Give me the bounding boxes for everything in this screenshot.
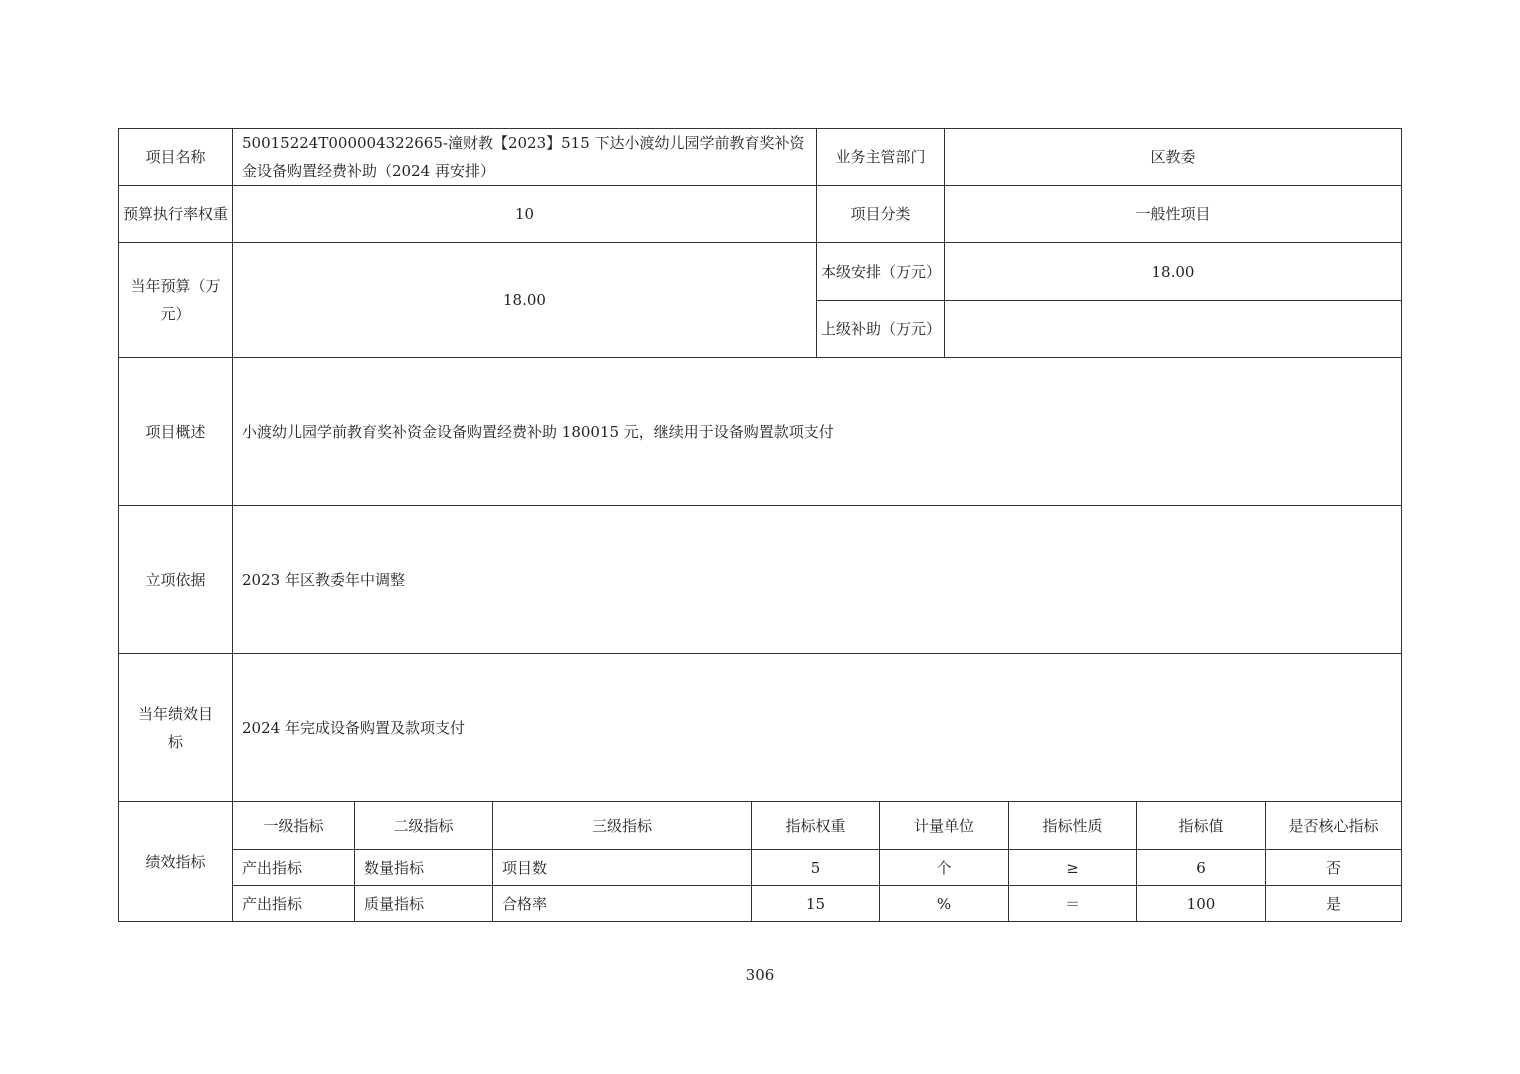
perf-header-nature: 指标性质 <box>1008 801 1137 850</box>
perf-row1-level2: 数量指标 <box>354 849 493 886</box>
perf-header-unit: 计量单位 <box>879 801 1009 850</box>
category-label: 项目分类 <box>816 185 945 243</box>
goal-label: 当年绩效目标 <box>118 653 233 802</box>
perf-row2-level1: 产出指标 <box>232 885 355 922</box>
project-name-value: 50015224T000004322665-潼财教【2023】515 下达小渡幼儿园学前教育奖补资金设备购置经费补助（2024 再安排） <box>232 128 817 186</box>
perf-row2-core: 是 <box>1265 885 1402 922</box>
overview-value: 小渡幼儿园学前教育奖补资金设备购置经费补助 180015 元，继续用于设备购置款项支付 <box>232 357 1402 506</box>
perf-row2-nature: ＝ <box>1008 885 1137 922</box>
overview-label: 项目概述 <box>118 357 233 506</box>
perf-header-level3: 三级指标 <box>492 801 752 850</box>
local-arrangement-label: 本级安排（万元） <box>816 242 945 301</box>
perf-header-value: 指标值 <box>1136 801 1266 850</box>
perf-header-core: 是否核心指标 <box>1265 801 1402 850</box>
goal-value: 2024 年完成设备购置及款项支付 <box>232 653 1402 802</box>
perf-label: 绩效指标 <box>118 801 233 922</box>
local-arrangement-value: 18.00 <box>944 242 1402 301</box>
budget-label: 当年预算（万元） <box>118 242 233 358</box>
perf-row1-nature: ≥ <box>1008 849 1137 886</box>
perf-row1-level1: 产出指标 <box>232 849 355 886</box>
project-name-label: 项目名称 <box>118 128 233 186</box>
basis-value: 2023 年区教委年中调整 <box>232 505 1402 654</box>
dept-label: 业务主管部门 <box>816 128 945 186</box>
weight-value: 10 <box>232 185 817 243</box>
dept-value: 区教委 <box>944 128 1402 186</box>
weight-label: 预算执行率权重 <box>118 185 233 243</box>
perf-row2-value: 100 <box>1136 885 1266 922</box>
perf-row2-level2: 质量指标 <box>354 885 493 922</box>
perf-header-level2: 二级指标 <box>354 801 493 850</box>
project-performance-form <box>118 128 1402 922</box>
page-number: 306 <box>745 966 775 984</box>
category-value: 一般性项目 <box>944 185 1402 243</box>
perf-row1-unit: 个 <box>879 849 1009 886</box>
superior-subsidy-label: 上级补助（万元） <box>816 300 945 358</box>
perf-header-weight: 指标权重 <box>751 801 880 850</box>
perf-row1-core: 否 <box>1265 849 1402 886</box>
perf-row2-level3: 合格率 <box>492 885 752 922</box>
budget-value: 18.00 <box>232 242 817 358</box>
perf-row1-value: 6 <box>1136 849 1266 886</box>
perf-header-level1: 一级指标 <box>232 801 355 850</box>
superior-subsidy-value <box>944 300 1402 358</box>
perf-row2-weight: 15 <box>751 885 880 922</box>
perf-row2-unit: % <box>879 885 1009 922</box>
basis-label: 立项依据 <box>118 505 233 654</box>
perf-row1-weight: 5 <box>751 849 880 886</box>
perf-row1-level3: 项目数 <box>492 849 752 886</box>
